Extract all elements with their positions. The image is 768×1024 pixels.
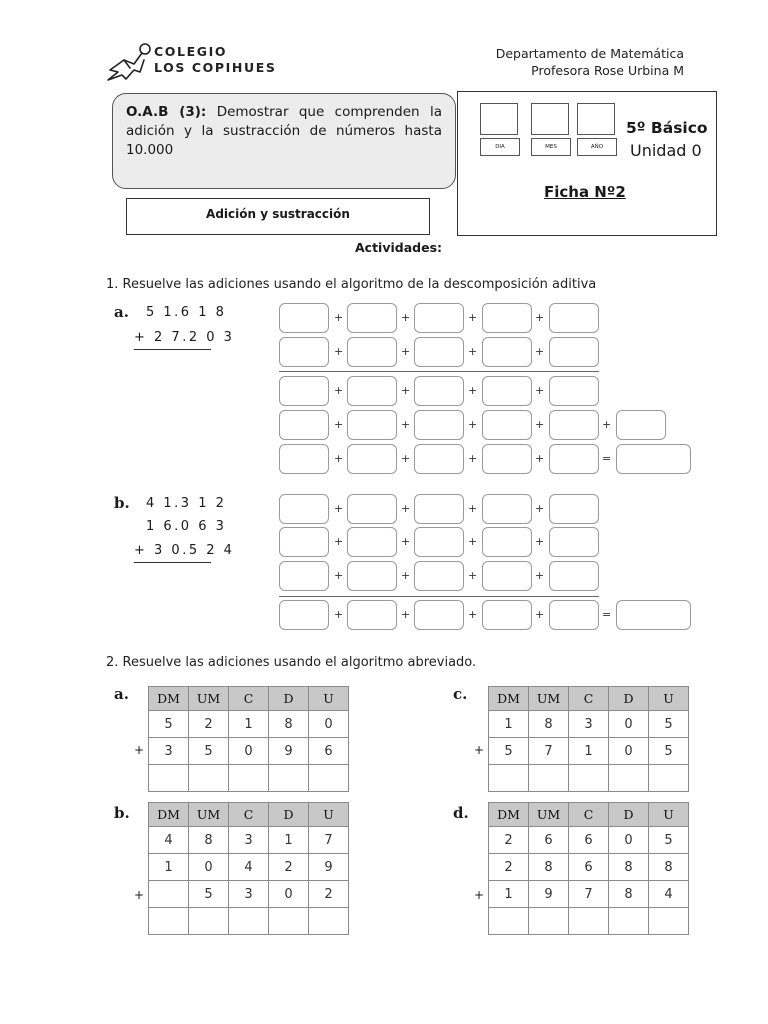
answer-cell[interactable] [489, 765, 529, 792]
q1b-row-4-plus-sign: + [334, 608, 344, 621]
q1b-row-3-box-4[interactable] [482, 561, 532, 591]
q1b-row-3-plus-sign: + [334, 569, 344, 582]
answer-row [489, 908, 689, 935]
digit-cell: 5 [649, 738, 689, 765]
q1a-row-5-equals-sign: = [602, 452, 612, 465]
q2b-letter: b. [114, 804, 130, 822]
q2d-letter: d. [453, 804, 469, 822]
q1b-addend-3: + 3 0.5 2 4 [134, 543, 235, 558]
digit-cell: 3 [229, 827, 269, 854]
answer-cell[interactable] [229, 908, 269, 935]
digit-cell: 1 [489, 881, 529, 908]
header-dm: DM [489, 687, 529, 711]
q1b-row-4-result-box[interactable] [616, 600, 691, 630]
q1a-row-2-plus-sign: + [401, 345, 411, 358]
q1a-row-2-box-1[interactable] [279, 337, 329, 367]
q1a-addend-2: + 2 7.2 0 3 [134, 330, 235, 345]
digit-cell: 5 [149, 711, 189, 738]
table-header-row [149, 687, 349, 711]
header-c: C [229, 687, 269, 711]
department-name: Departamento de Matemática [495, 46, 684, 61]
q1a-row-2-plus-sign: + [334, 345, 344, 358]
answer-cell[interactable] [229, 765, 269, 792]
answer-cell[interactable] [609, 908, 649, 935]
table-row [489, 711, 689, 738]
q2b-plus-sign: + [134, 888, 145, 902]
digit-cell: 8 [529, 711, 569, 738]
table-row [149, 711, 349, 738]
table-header-row [489, 687, 689, 711]
q1a-divider [279, 371, 599, 372]
q1a-row-5-box-5[interactable] [549, 444, 599, 474]
q1a-row-1-plus-sign: + [401, 311, 411, 324]
q1a-row-3-plus-sign: + [334, 384, 344, 397]
month-label: MES [531, 138, 571, 156]
digit-cell: 5 [649, 711, 689, 738]
table-row [149, 854, 349, 881]
header-u: U [309, 803, 349, 827]
digit-cell: 0 [609, 711, 649, 738]
answer-cell[interactable] [569, 765, 609, 792]
q1a-row-1-box-2[interactable] [347, 303, 397, 333]
q1b-row-4-plus-sign: + [401, 608, 411, 621]
q1a-row-5-box-2[interactable] [347, 444, 397, 474]
q1a-row-3-box-5[interactable] [549, 376, 599, 406]
table-row [489, 881, 689, 908]
table-header-row [149, 803, 349, 827]
q2c-plus-sign: + [474, 743, 485, 757]
answer-row [149, 765, 349, 792]
answer-cell[interactable] [609, 765, 649, 792]
objective-text: Demostrar que comprenden la adición y la sustracción de números hasta 10.000 [126, 104, 442, 158]
header-c: C [569, 803, 609, 827]
place-value-table-c [488, 686, 689, 792]
header-d: D [609, 687, 649, 711]
q1a-row-3-box-4[interactable] [482, 376, 532, 406]
digit-cell: 1 [229, 711, 269, 738]
table-row [489, 854, 689, 881]
q1a-row-2-box-2[interactable] [347, 337, 397, 367]
q1b-addend-1: 4 1.3 1 2 [146, 496, 227, 511]
digit-cell: 6 [529, 827, 569, 854]
q1a-row-4-box-2[interactable] [347, 410, 397, 440]
q1a-row-2-plus-sign: + [468, 345, 478, 358]
q2a-plus-sign: + [134, 743, 145, 757]
table-row [149, 881, 349, 908]
q1a-row-5-box-3[interactable] [414, 444, 464, 474]
q1b-row-4-plus-sign: + [535, 608, 545, 621]
digit-cell: 0 [189, 854, 229, 881]
q1b-row-3-box-3[interactable] [414, 561, 464, 591]
header-um: UM [529, 687, 569, 711]
q1b-row-2-plus-sign: + [468, 535, 478, 548]
header-d: D [609, 803, 649, 827]
q1a-row-3-plus-sign: + [468, 384, 478, 397]
digit-cell: 1 [569, 738, 609, 765]
q1b-row-2-box-3[interactable] [414, 527, 464, 557]
q1b-row-2-box-5[interactable] [549, 527, 599, 557]
q1a-row-3-box-2[interactable] [347, 376, 397, 406]
q1a-row-4-box-5[interactable] [549, 410, 599, 440]
worksheet-title: Ficha Nº2 [544, 183, 626, 201]
q1b-row-2-box-4[interactable] [482, 527, 532, 557]
question-1-title: 1. Resuelve las adiciones usando el algoritmo de la descomposición aditiva [106, 277, 597, 292]
q1b-row-1-plus-sign: + [535, 502, 545, 515]
q1a-row-1-plus-sign: + [535, 311, 545, 324]
q1a-row-2-box-3[interactable] [414, 337, 464, 367]
digit-cell: 0 [269, 881, 309, 908]
answer-cell[interactable] [489, 908, 529, 935]
digit-cell: 5 [189, 881, 229, 908]
digit-cell: 8 [529, 854, 569, 881]
digit-cell: 2 [489, 854, 529, 881]
year-label: AÑO [577, 138, 617, 156]
digit-cell: 5 [489, 738, 529, 765]
digit-cell: 3 [569, 711, 609, 738]
table-row [489, 738, 689, 765]
answer-cell[interactable] [649, 765, 689, 792]
q1b-row-1-box-2[interactable] [347, 494, 397, 524]
header-u: U [309, 687, 349, 711]
answer-cell[interactable] [269, 908, 309, 935]
digit-cell: 4 [649, 881, 689, 908]
q1a-row-5-plus-sign: + [535, 452, 545, 465]
topic-box: Adición y sustracción [126, 198, 430, 235]
q1b-divider [279, 596, 599, 597]
table-header-row [489, 803, 689, 827]
q1b-row-4-plus-sign: + [468, 608, 478, 621]
answer-cell[interactable] [149, 765, 189, 792]
q1b-row-2-plus-sign: + [401, 535, 411, 548]
digit-cell: 2 [309, 881, 349, 908]
answer-cell[interactable] [309, 908, 349, 935]
place-value-table-b [148, 802, 349, 935]
q1a-row-4-box-3[interactable] [414, 410, 464, 440]
q1b-row-1-box-1[interactable] [279, 494, 329, 524]
q1a-row-1-box-1[interactable] [279, 303, 329, 333]
day-label: DIA [480, 138, 520, 156]
digit-cell: 7 [529, 738, 569, 765]
digit-cell: 7 [309, 827, 349, 854]
q1b-row-1-box-4[interactable] [482, 494, 532, 524]
q1b-row-2-box-1[interactable] [279, 527, 329, 557]
q1a-row-4-box-6[interactable] [616, 410, 666, 440]
answer-cell[interactable] [189, 908, 229, 935]
digit-cell: 8 [609, 881, 649, 908]
answer-cell[interactable] [529, 765, 569, 792]
q1a-row-4-plus-sign: + [468, 418, 478, 431]
q1a-row-4-plus-sign: + [401, 418, 411, 431]
digit-cell: 6 [569, 827, 609, 854]
digit-cell: 2 [269, 854, 309, 881]
q1b-row-4-box-5[interactable] [549, 600, 599, 630]
q1a-row-4-box-1[interactable] [279, 410, 329, 440]
q1b-row-3-box-1[interactable] [279, 561, 329, 591]
table-row [489, 827, 689, 854]
header-d: D [269, 803, 309, 827]
q1a-row-1-plus-sign: + [334, 311, 344, 324]
header-c: C [229, 803, 269, 827]
digit-cell: 4 [149, 827, 189, 854]
digit-cell: 0 [609, 827, 649, 854]
q1a-row-5-result-box[interactable] [616, 444, 691, 474]
digit-cell: 7 [569, 881, 609, 908]
q1b-row-1-plus-sign: + [468, 502, 478, 515]
digit-cell: 8 [609, 854, 649, 881]
digit-cell: 0 [229, 738, 269, 765]
header-u: U [649, 687, 689, 711]
q1a-row-4-plus-sign: + [334, 418, 344, 431]
q1a-row-2-plus-sign: + [535, 345, 545, 358]
q1b-addend-2: 1 6.0 6 3 [146, 519, 227, 534]
q1b-row-2-plus-sign: + [535, 535, 545, 548]
unit-label: Unidad 0 [630, 141, 702, 160]
digit-cell: 6 [569, 854, 609, 881]
q1b-row-4-box-4[interactable] [482, 600, 532, 630]
digit-cell: 0 [609, 738, 649, 765]
place-value-table-a [148, 686, 349, 792]
digit-cell: 9 [309, 854, 349, 881]
answer-row [149, 908, 349, 935]
q1a-row-5-box-1[interactable] [279, 444, 329, 474]
digit-cell: 5 [649, 827, 689, 854]
q1a-row-2-box-5[interactable] [549, 337, 599, 367]
answer-cell[interactable] [569, 908, 609, 935]
q2c-letter: c. [453, 685, 468, 703]
q1b-row-2-plus-sign: + [334, 535, 344, 548]
answer-cell[interactable] [189, 765, 229, 792]
answer-cell[interactable] [529, 908, 569, 935]
q1a-row-1-box-3[interactable] [414, 303, 464, 333]
digit-cell: 1 [149, 854, 189, 881]
q1b-row-1-box-5[interactable] [549, 494, 599, 524]
q1a-row-4-plus-sign: + [602, 418, 612, 431]
q1b-row-3-box-2[interactable] [347, 561, 397, 591]
answer-cell[interactable] [309, 765, 349, 792]
answer-cell[interactable] [649, 908, 689, 935]
q1a-row-5-box-4[interactable] [482, 444, 532, 474]
q1a-row-3-box-1[interactable] [279, 376, 329, 406]
header-c: C [569, 687, 609, 711]
digit-cell: 6 [309, 738, 349, 765]
q1b-row-4-equals-sign: = [602, 608, 612, 621]
digit-cell: 8 [649, 854, 689, 881]
q1b-row-4-box-3[interactable] [414, 600, 464, 630]
digit-cell [149, 881, 189, 908]
q1a-addend-1: 5 1.6 1 8 [146, 305, 227, 320]
digit-cell: 3 [229, 881, 269, 908]
digit-cell: 1 [269, 827, 309, 854]
header-dm: DM [149, 687, 189, 711]
digit-cell: 2 [189, 711, 229, 738]
header-um: UM [189, 687, 229, 711]
digit-cell: 5 [189, 738, 229, 765]
digit-cell: 1 [489, 711, 529, 738]
q1a-row-3-plus-sign: + [401, 384, 411, 397]
q1a-row-3-box-3[interactable] [414, 376, 464, 406]
header-u: U [649, 803, 689, 827]
q1a-row-5-plus-sign: + [334, 452, 344, 465]
answer-cell[interactable] [269, 765, 309, 792]
q1b-row-4-box-1[interactable] [279, 600, 329, 630]
q1a-row-4-box-4[interactable] [482, 410, 532, 440]
answer-row [489, 765, 689, 792]
q1a-row-1-box-5[interactable] [549, 303, 599, 333]
q1a-row-5-plus-sign: + [468, 452, 478, 465]
q1a-row-5-plus-sign: + [401, 452, 411, 465]
digit-cell: 3 [149, 738, 189, 765]
question-2-title: 2. Resuelve las adiciones usando el algoritmo abreviado. [106, 655, 477, 670]
header-dm: DM [489, 803, 529, 827]
header-d: D [269, 687, 309, 711]
q1a-row-2-box-4[interactable] [482, 337, 532, 367]
header-um: UM [529, 803, 569, 827]
school-name-line2: LOS COPIHUES [154, 60, 277, 75]
q2d-plus-sign: + [474, 888, 485, 902]
grade-level: 5º Básico [626, 119, 708, 137]
objective-label: O.A.B (3): [126, 104, 207, 120]
q1a-row-1-plus-sign: + [468, 311, 478, 324]
teacher-name: Profesora Rose Urbina M [531, 63, 684, 78]
q1b-row-2-box-2[interactable] [347, 527, 397, 557]
q1b-row-4-box-2[interactable] [347, 600, 397, 630]
digit-cell: 0 [309, 711, 349, 738]
q1b-row-1-plus-sign: + [401, 502, 411, 515]
table-row [149, 738, 349, 765]
q1b-row-1-box-3[interactable] [414, 494, 464, 524]
q1a-row-4-plus-sign: + [535, 418, 545, 431]
digit-cell: 9 [529, 881, 569, 908]
table-row [149, 827, 349, 854]
school-name-line1: COLEGIO [154, 44, 228, 59]
header-dm: DM [149, 803, 189, 827]
q1a-row-3-plus-sign: + [535, 384, 545, 397]
q1a-letter: a. [114, 303, 129, 321]
q1b-row-3-plus-sign: + [535, 569, 545, 582]
q1b-row-1-plus-sign: + [334, 502, 344, 515]
digit-cell: 4 [229, 854, 269, 881]
header-um: UM [189, 803, 229, 827]
q1b-letter: b. [114, 494, 130, 512]
q1b-row-3-plus-sign: + [468, 569, 478, 582]
answer-cell[interactable] [149, 908, 189, 935]
q1a-row-1-box-4[interactable] [482, 303, 532, 333]
place-value-table-d [488, 802, 689, 935]
q1b-row-3-box-5[interactable] [549, 561, 599, 591]
q2a-letter: a. [114, 685, 129, 703]
q1b-row-3-plus-sign: + [401, 569, 411, 582]
digit-cell: 2 [489, 827, 529, 854]
digit-cell: 8 [189, 827, 229, 854]
digit-cell: 8 [269, 711, 309, 738]
digit-cell: 9 [269, 738, 309, 765]
activities-heading: Actividades: [355, 240, 443, 255]
